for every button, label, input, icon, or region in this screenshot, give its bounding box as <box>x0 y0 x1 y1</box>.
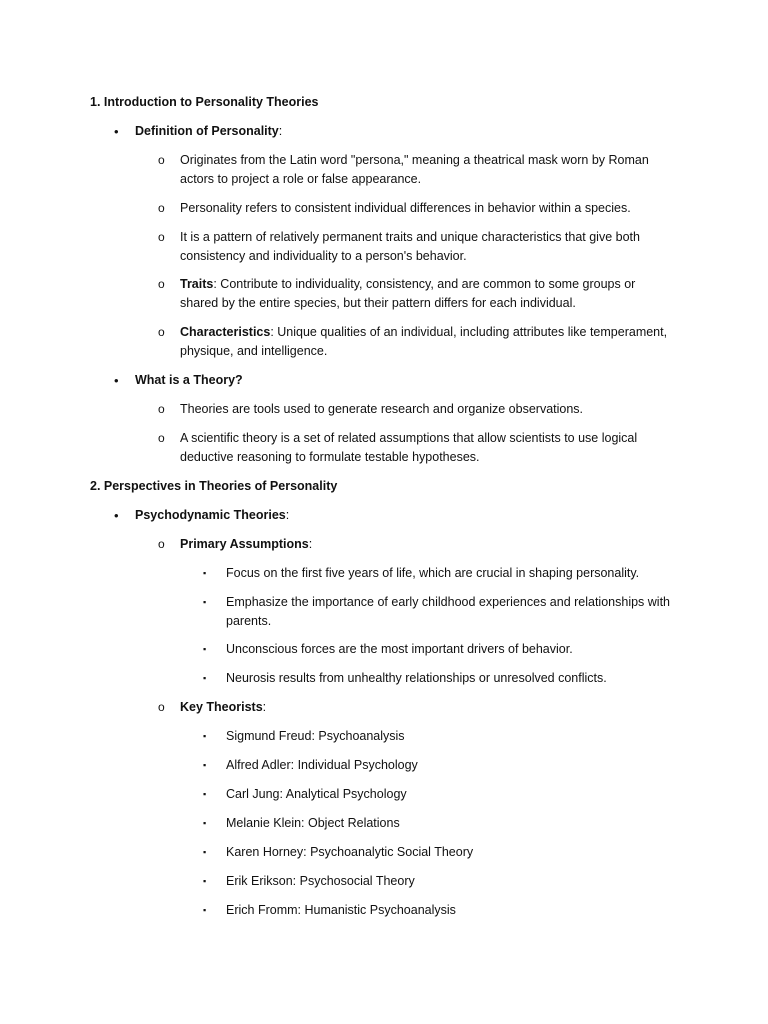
list-item: Unconscious forces are the most important drivers of behavior. <box>226 642 573 656</box>
group-title <box>180 537 312 552</box>
list-item-continuation: shared by the entire species, but their pattern differs for each individual. <box>180 296 576 310</box>
list-item: Neurosis results from unhealthy relationships or unresolved conflicts. <box>226 671 607 685</box>
circle-marker: o <box>158 402 165 416</box>
list-item-continuation: deductive reasoning to formulate testable hypotheses. <box>180 450 480 464</box>
square-marker: ▪ <box>203 568 207 578</box>
term-definition: : Unique qualities of an individual, including attributes like temperament, <box>270 325 668 339</box>
group-label: Primary Assumptions <box>180 537 309 551</box>
list-item: Sigmund Freud: Psychoanalysis <box>226 729 405 743</box>
topic-label: Definition of Personality <box>135 124 279 138</box>
circle-marker: o <box>158 201 165 215</box>
list-item: Personality refers to consistent individual differences in behavior within a species. <box>180 201 631 215</box>
list-item: Melanie Klein: Object Relations <box>226 816 400 830</box>
term-definition: : Contribute to individuality, consistency, and are common to some groups or <box>213 277 636 291</box>
term-label: Traits <box>180 277 214 291</box>
list-item: Erik Erikson: Psychosocial Theory <box>226 874 415 888</box>
bullet-marker: • <box>114 508 119 523</box>
list-item: Karen Horney: Psychoanalytic Social Theory <box>226 845 474 859</box>
square-marker: ▪ <box>203 644 207 654</box>
square-marker: ▪ <box>203 905 207 915</box>
circle-marker: o <box>158 700 165 714</box>
topic-label: Psychodynamic Theories <box>135 508 286 522</box>
square-marker: ▪ <box>203 597 207 607</box>
section-heading: 1. Introduction to Personality Theories <box>90 95 319 109</box>
square-marker: ▪ <box>203 847 207 857</box>
section-heading: 2. Perspectives in Theories of Personality <box>90 479 338 493</box>
square-marker: ▪ <box>203 876 207 886</box>
list-item-continuation: physique, and intelligence. <box>180 344 328 358</box>
circle-marker: o <box>158 277 165 291</box>
list-item: Focus on the first five years of life, which are crucial in shaping personality. <box>226 566 640 580</box>
square-marker: ▪ <box>203 818 207 828</box>
list-item: Theories are tools used to generate research and organize observations. <box>180 402 584 416</box>
circle-marker: o <box>158 537 165 551</box>
group-suffix: : <box>262 700 267 714</box>
list-item-continuation: consistency and individuality to a person's behavior. <box>180 249 467 263</box>
topic-suffix: : <box>278 124 283 138</box>
square-marker: ▪ <box>203 789 207 799</box>
square-marker: ▪ <box>203 673 207 683</box>
group-suffix: : <box>308 537 313 551</box>
circle-marker: o <box>158 153 165 167</box>
list-item-continuation: parents. <box>226 614 272 628</box>
list-item <box>180 277 635 292</box>
topic-label: What is a Theory? <box>135 373 243 387</box>
topic-suffix: : <box>285 508 290 522</box>
bullet-marker: • <box>114 124 119 139</box>
list-item: Alfred Adler: Individual Psychology <box>226 758 418 772</box>
list-item: Originates from the Latin word "persona," meaning a theatrical mask worn by Roman <box>180 153 649 167</box>
circle-marker: o <box>158 431 165 445</box>
list-item: Emphasize the importance of early childhood experiences and relationships with <box>226 595 671 609</box>
term-label: Characteristics <box>180 325 271 339</box>
list-item: It is a pattern of relatively permanent traits and unique characteristics that give both <box>180 230 640 244</box>
topic-title <box>135 373 243 388</box>
group-label: Key Theorists <box>180 700 263 714</box>
circle-marker: o <box>158 230 165 244</box>
list-item: Erich Fromm: Humanistic Psychoanalysis <box>226 903 456 917</box>
topic-title <box>135 124 282 139</box>
list-item: A scientific theory is a set of related assumptions that allow scientists to use logical <box>180 431 638 445</box>
list-item-continuation: actors to project a role or false appearance. <box>180 172 422 186</box>
group-title <box>180 700 266 715</box>
circle-marker: o <box>158 325 165 339</box>
square-marker: ▪ <box>203 731 207 741</box>
square-marker: ▪ <box>203 760 207 770</box>
list-item <box>180 325 667 340</box>
bullet-marker: • <box>114 373 119 388</box>
list-item: Carl Jung: Analytical Psychology <box>226 787 407 801</box>
topic-title <box>135 508 289 523</box>
